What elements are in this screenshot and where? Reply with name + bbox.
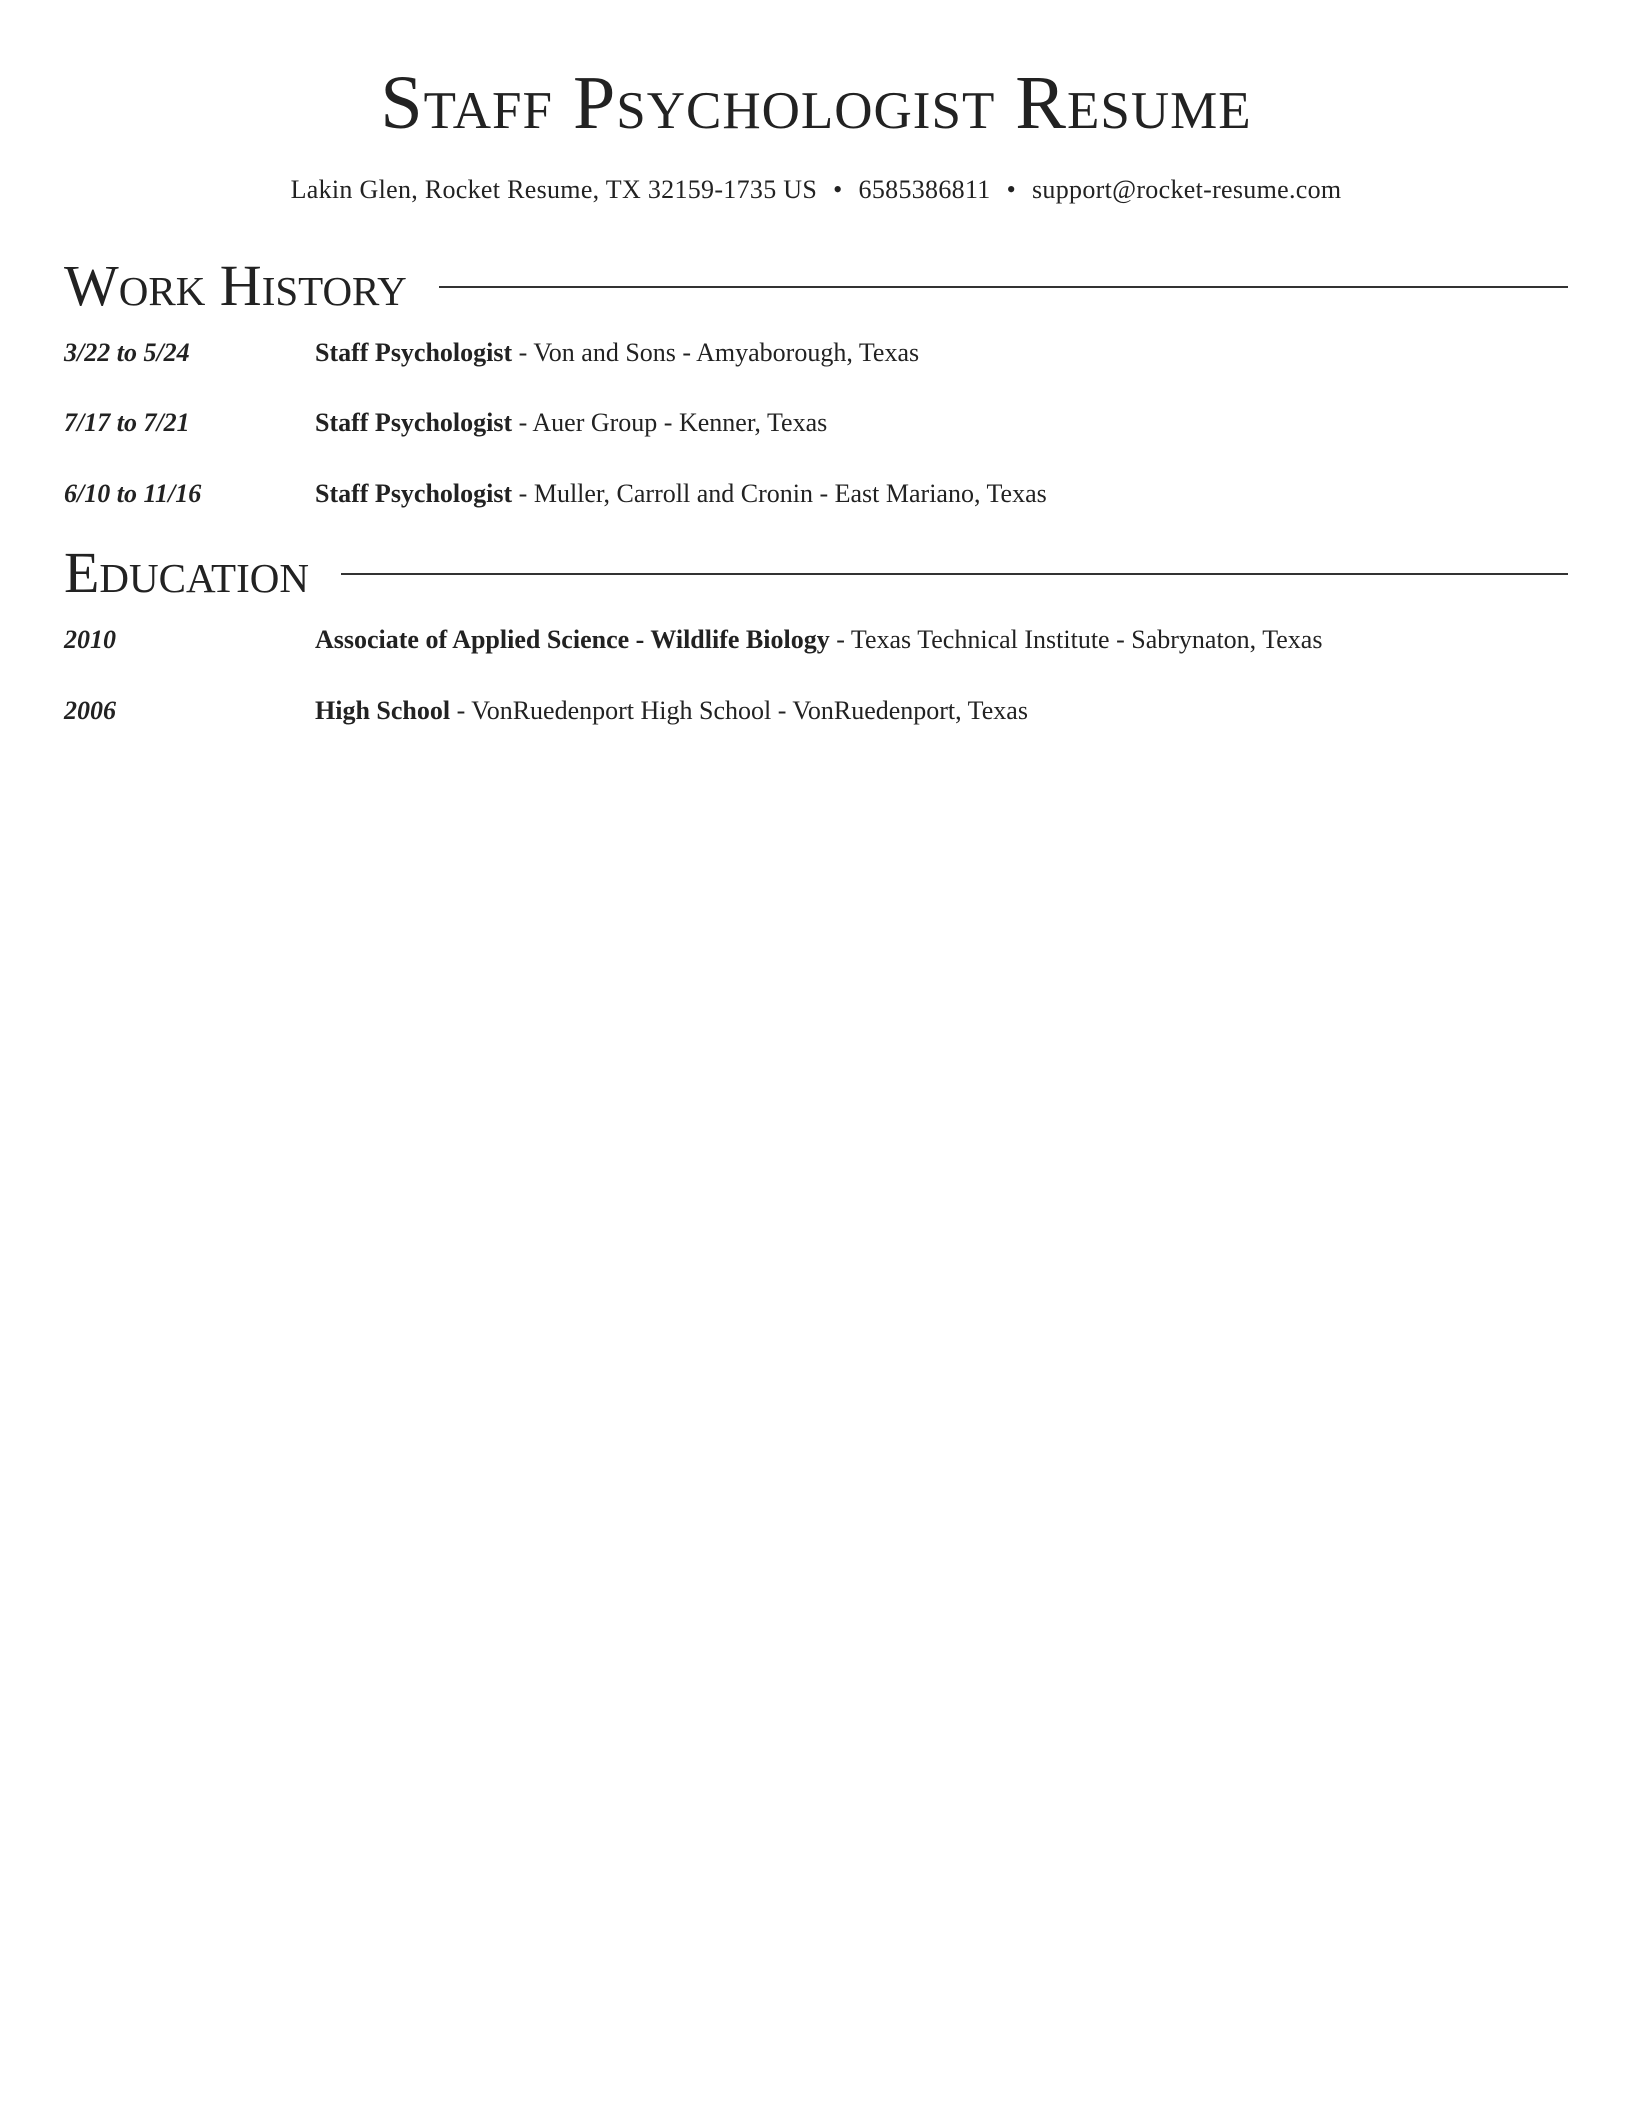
work-history-section-header bbox=[64, 251, 1568, 321]
education-entry bbox=[64, 691, 1568, 731]
work-history-entry bbox=[64, 474, 1568, 514]
entry-role: Staff Psychologist bbox=[315, 408, 513, 437]
entry-role: Staff Psychologist bbox=[315, 479, 513, 508]
entry-dates: 2006 bbox=[64, 696, 116, 725]
entry-employer: - Von and Sons - Amyaborough, Texas bbox=[512, 338, 920, 367]
entry-dates: 3/22 to 5/24 bbox=[64, 338, 190, 367]
work-history-heading: Work History bbox=[64, 253, 407, 318]
contact-phone: 6585386811 bbox=[858, 175, 991, 204]
entry-degree: High School bbox=[315, 696, 451, 725]
education-heading: Education bbox=[64, 540, 309, 605]
entry-detail bbox=[315, 691, 1028, 731]
work-history-entry bbox=[64, 333, 1568, 373]
contact-line bbox=[64, 172, 1568, 208]
entry-employer: - Muller, Carroll and Cronin - East Mariano, Texas bbox=[512, 479, 1047, 508]
contact-email: support@rocket-resume.com bbox=[1032, 175, 1342, 204]
entry-dates: 7/17 to 7/21 bbox=[64, 408, 190, 437]
resume-title: Staff Psychologist Resume bbox=[380, 61, 1252, 145]
contact-separator: • bbox=[833, 175, 843, 204]
entry-detail bbox=[315, 333, 919, 373]
contact-address: Lakin Glen, Rocket Resume, TX 32159-1735 US bbox=[290, 175, 818, 204]
entry-detail bbox=[315, 403, 827, 443]
section-divider bbox=[341, 573, 1568, 575]
entry-degree: Associate of Applied Science - Wildlife Biology bbox=[315, 625, 830, 654]
education-entry bbox=[64, 620, 1568, 660]
entry-detail bbox=[315, 620, 1322, 660]
entry-school: - Texas Technical Institute - Sabrynaton, Texas bbox=[829, 625, 1323, 654]
entry-dates: 2010 bbox=[64, 625, 116, 654]
entry-employer: - Auer Group - Kenner, Texas bbox=[512, 408, 828, 437]
work-history-entry bbox=[64, 403, 1568, 443]
education-section-header bbox=[64, 538, 1568, 608]
entry-dates: 6/10 to 11/16 bbox=[64, 479, 202, 508]
contact-separator: • bbox=[1006, 175, 1016, 204]
section-divider bbox=[439, 286, 1568, 288]
entry-role: Staff Psychologist bbox=[315, 338, 513, 367]
entry-detail bbox=[315, 474, 1047, 514]
entry-school: - VonRuedenport High School - VonRuedenport, Texas bbox=[450, 696, 1028, 725]
